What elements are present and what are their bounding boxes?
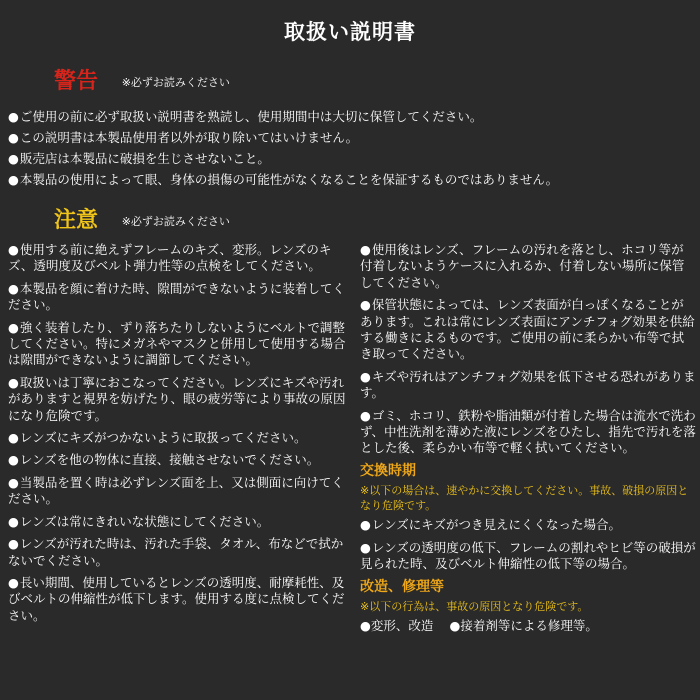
list-item: ●強く装着したり、ずり落ちたりしないようにベルトで調整してください。特にメガネやマスクと併用して使用する場合は隙間ができないように調節してください。: [8, 319, 346, 368]
caution-left-column: [8, 242, 348, 630]
bullet-icon: ●: [8, 280, 19, 296]
bullet-icon: ●: [8, 151, 19, 166]
bullet-icon: ●: [8, 319, 19, 335]
list-item: ●当製品を置く時は必ずレンズ面を上、又は側面に向けてください。: [8, 474, 344, 507]
bullet-icon: ●: [360, 517, 371, 533]
bullet-icon: ●: [449, 617, 461, 633]
replacement-note: ※以下の場合は、速やかに交換してください。事故、破損の原因となり危険です。: [360, 484, 689, 513]
bullet-icon: ●: [360, 242, 371, 257]
list-item: ●保管状態によっては、レンズ表面が白っぽくなることがあります。これは常にレンズ表面にアンチフォグ効果を供給する働きによるものです。ご使用の前に柔らかい布等で拭き取ってください。: [360, 297, 695, 362]
list-item: ●この説明書は本製品使用者以外が取り除いてはいけません。: [8, 130, 359, 145]
bullet-icon: ●: [360, 539, 371, 555]
bullet-icon: ●: [360, 617, 371, 633]
list-item: ●レンズが汚れた時は、汚れた手袋、タオル、布などで拭かないでください。: [8, 536, 344, 568]
repair-items: [360, 618, 696, 634]
bullet-icon: ●: [8, 242, 19, 257]
bullet-icon: ●: [8, 374, 19, 390]
list-item: ●本製品を顔に着けた時、隙間ができないように装着してください。: [8, 280, 345, 313]
list-item: ●販売店は本製品に破損を生じさせないこと。: [8, 151, 270, 166]
bullet-icon: ●: [8, 430, 19, 446]
list-item: ●使用後はレンズ、フレームの汚れを落とし、ホコリ等が付着しないようケースに入れるか、付着しない場所に保管してください。: [360, 242, 685, 290]
list-item: ●レンズにキズがつき見えにくくなった場合。: [360, 517, 621, 533]
caution-right-column: [360, 242, 696, 634]
caution-heading-text: 注意: [54, 208, 99, 233]
list-item: ●本製品の使用によって眼、身体の損傷の可能性がなくなることを保証するものではありません。: [8, 172, 559, 187]
list-item: ●キズや汚れはアンチフォグ効果を低下させる恐れがあります。: [360, 368, 696, 401]
repair-note: ※以下の行為は、事故の原因となり危険です。: [360, 599, 589, 613]
list-item: ●レンズにキズがつかないように取扱ってください。: [8, 430, 307, 446]
bullet-icon: ●: [8, 109, 19, 124]
caution-heading: [54, 203, 230, 234]
list-item: ●レンズの透明度の低下、フレームの割れやヒビ等の破損が見られた時、及びベルト伸縮性の低下等の場合。: [360, 539, 696, 572]
page-title: 取扱い説明書: [284, 20, 416, 44]
list-item: ●レンズを他の物体に直接、接触させないでください。: [8, 452, 320, 468]
warning-heading: [54, 64, 230, 95]
bullet-icon: ●: [8, 536, 19, 552]
bullet-icon: ●: [8, 130, 19, 145]
bullet-icon: ●: [360, 368, 371, 384]
list-item: ●取扱いは丁寧におこなってください。レンズにキズや汚れがありますと視界を妨げたり、眼の疲労等により事故の原因になり危険です。: [8, 374, 346, 423]
list-item: ●変形、改造: [360, 617, 434, 633]
list-item: ●レンズは常にきれいな状態にしてください。: [8, 513, 270, 529]
list-item: ●長い期間、使用しているとレンズの透明度、耐摩耗性、及びベルトの伸縮性が低下します。使用する度に点検してください。: [8, 574, 345, 623]
list-item: ●ご使用の前に必ず取扱い説明書を熟読し、使用期間中は大切に保管してください。: [8, 109, 483, 124]
warning-heading-text: 警告: [54, 69, 99, 94]
bullet-icon: ●: [8, 513, 19, 529]
bullet-icon: ●: [360, 297, 371, 313]
caution-note: ※必ずお読みください: [121, 215, 230, 228]
warning-list: [8, 106, 688, 190]
bullet-icon: ●: [8, 172, 19, 187]
list-item: ●ゴミ、ホコリ、鉄粉や脂油類が付着した場合は流水で洗わず、中性洗剤を薄めた液にレンズをひたし、指先で汚れを落とした後、柔らかい布等で軽く拭いてください。: [360, 407, 696, 456]
repair-heading: 改造、修理等: [360, 578, 444, 595]
bullet-icon: ●: [8, 452, 19, 468]
list-item: ●使用する前に絶えずフレームのキズ、変形。レンズのキズ、透明度及びベルト弾力性等の点検をしてください。: [8, 242, 332, 274]
list-item: ●接着剤等による修理等。: [449, 617, 598, 633]
bullet-icon: ●: [8, 574, 19, 590]
bullet-icon: ●: [360, 407, 371, 423]
bullet-icon: ●: [8, 474, 19, 490]
warning-note: ※必ずお読みください: [121, 76, 230, 89]
replacement-heading: 交換時期: [360, 462, 416, 479]
